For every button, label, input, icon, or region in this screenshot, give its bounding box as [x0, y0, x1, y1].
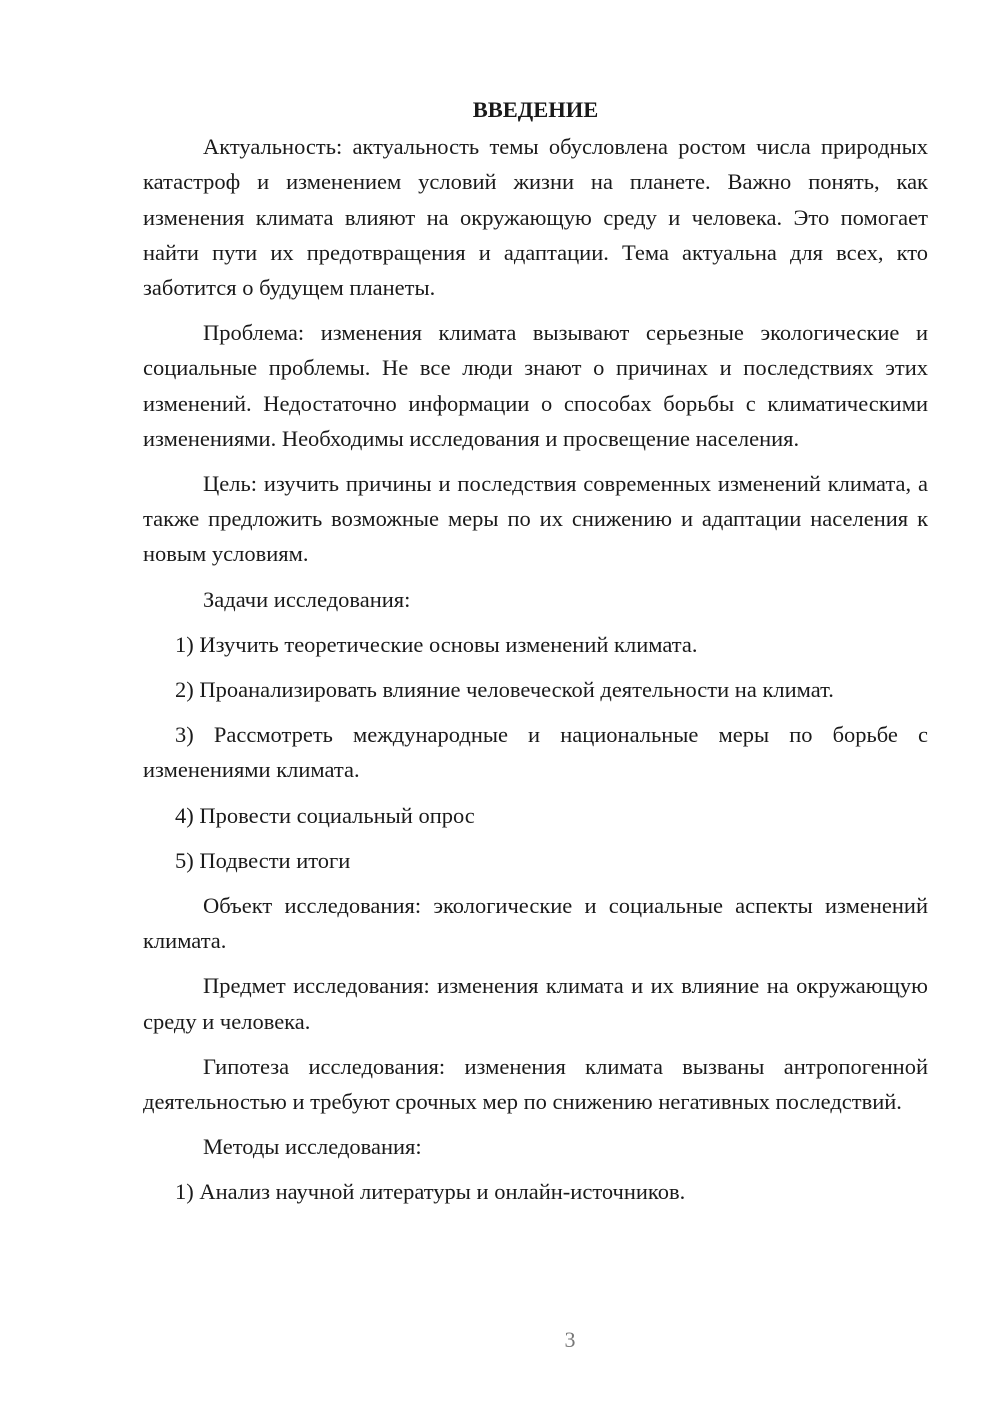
- tasks-title: Задачи исследования:: [203, 586, 411, 612]
- page-title: ВВЕДЕНИЕ: [472, 97, 599, 122]
- problem-paragraph: Проблема: изменения климата вызывают серьезные экологические и социальные проблемы. Не все люди знают о причинах и последствиях этих изменений. Недостаточно информации о способах борьбы с климатическими изменениями. Необходимы исследования и просвещение населения.: [143, 320, 928, 451]
- page-content: [143, 92, 928, 1220]
- object-paragraph: Объект исследования: экологические и социальные аспекты изменений климата.: [143, 893, 928, 954]
- relevance-paragraph: Актуальность: актуальность темы обусловлена ростом числа природных катастроф и изменением условий жизни на планете. Важно понять, как изменения климата влияют на окружающую среду и человека. Это помогает найти пути их предотвращения и адаптации. Тема актуальна для всех, кто заботится о будущем планеты.: [143, 134, 928, 301]
- task-item-1: 1) Изучить теоретические основы изменений климата.: [175, 631, 698, 657]
- hypothesis-paragraph: Гипотеза исследования: изменения климата вызваны антропогенной деятельностью и требуют срочных мер по снижению негативных последствий.: [143, 1053, 928, 1115]
- task-item-2: 2) Проанализировать влияние человеческой деятельности на климат.: [175, 677, 834, 703]
- subject-paragraph: Предмет исследования: изменения климата и их влияние на окружающую среду и человека.: [143, 973, 928, 1034]
- task-item-5: 5) Подвести итоги: [175, 847, 351, 873]
- methods-title: Методы исследования:: [203, 1134, 422, 1160]
- task-item-4: 4) Провести социальный опрос: [175, 802, 475, 828]
- goal-paragraph: Цель: изучить причины и последствия современных изменений климата, а также предложить возможные меры по их снижению и адаптации населения к новым условиям.: [143, 471, 928, 567]
- page-number: 3: [564, 1327, 576, 1352]
- method-item-1: 1) Анализ научной литературы и онлайн-источников.: [175, 1179, 686, 1205]
- task-item-3: 3) Рассмотреть международные и национальные меры по борьбе с изменениями климата.: [143, 722, 928, 783]
